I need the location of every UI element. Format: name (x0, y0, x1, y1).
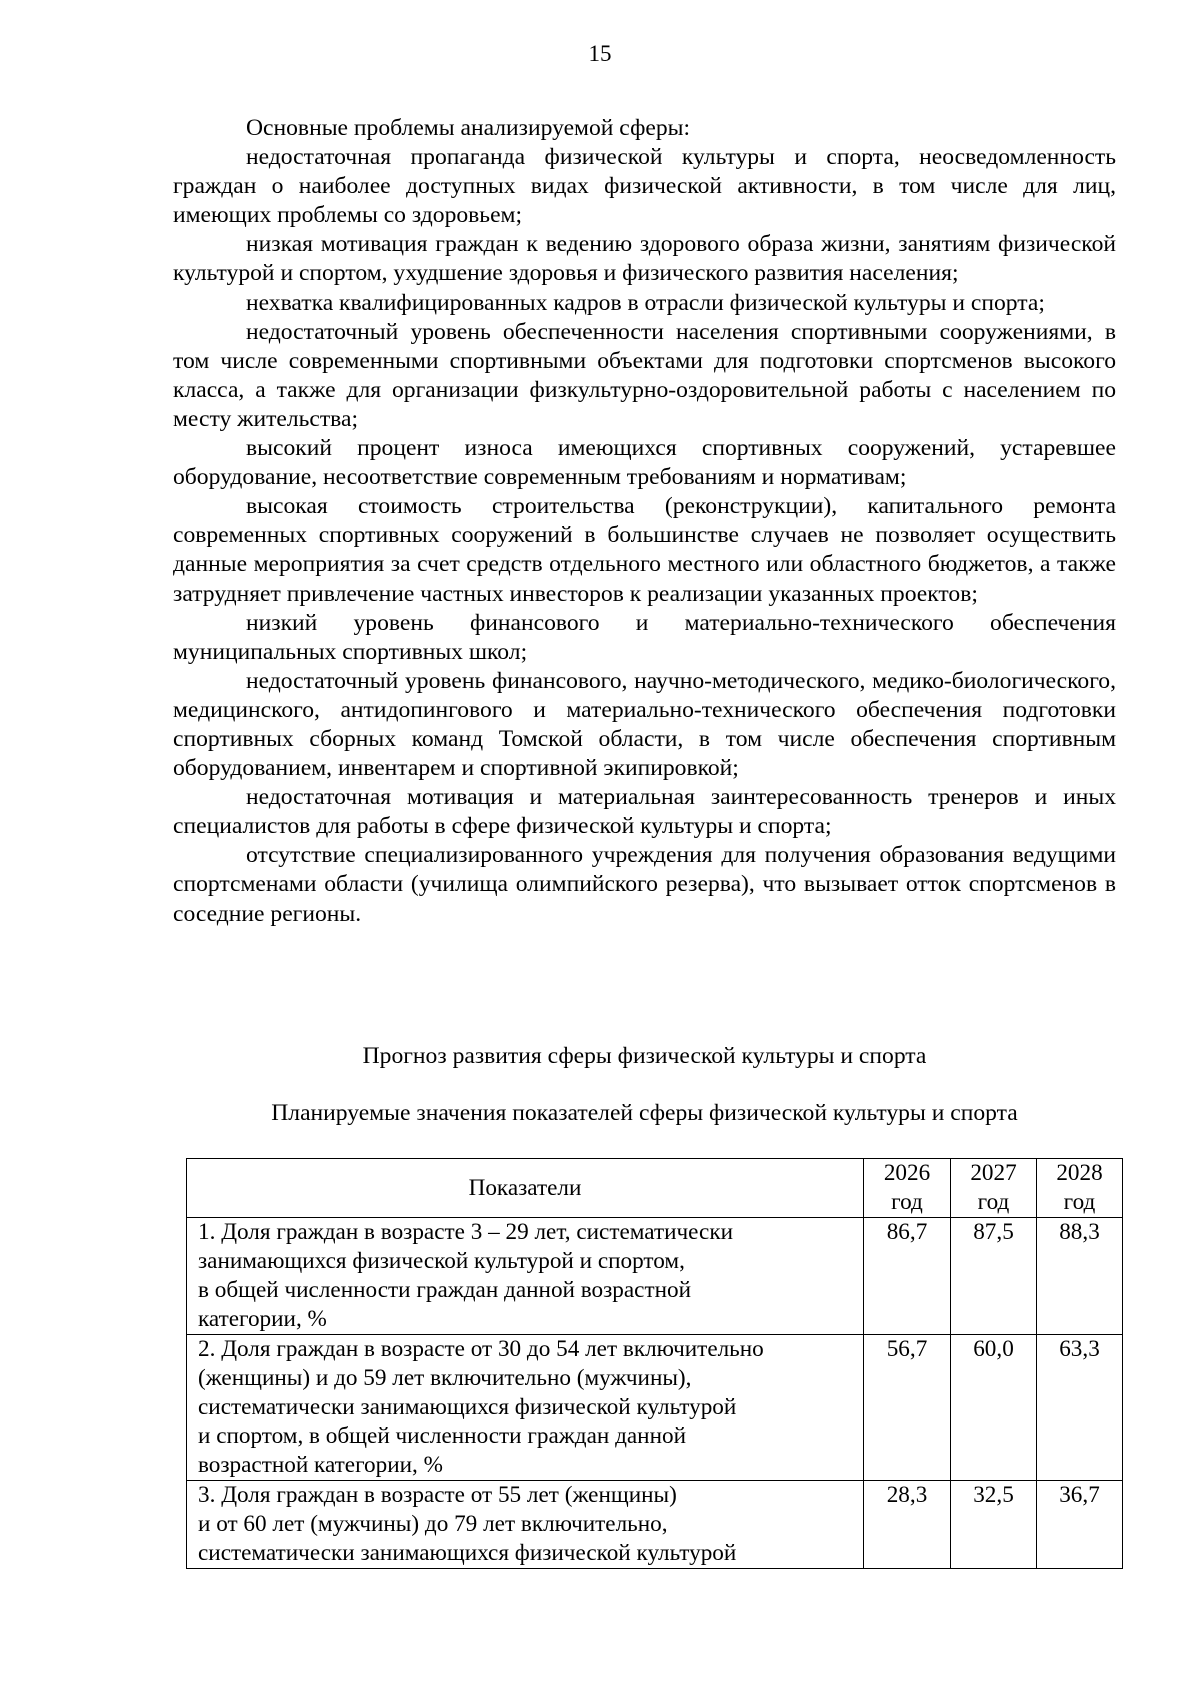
indicator-line: возрастной категории, % (198, 1452, 443, 1478)
value-cell: 36,7 (1037, 1481, 1123, 1569)
year-label: 2028 (1056, 1160, 1103, 1186)
value-cell: 60,0 (951, 1335, 1037, 1481)
indicator-line: 3. Доля граждан в возрасте от 55 лет (женщины) (198, 1482, 677, 1508)
year-unit: год (977, 1189, 1010, 1215)
table-row (187, 1335, 1123, 1481)
year-unit: год (1063, 1189, 1096, 1215)
year-label: 2027 (970, 1160, 1017, 1186)
problem-item: недостаточный уровень обеспеченности населения спортивными сооружениями, в том числе современными спортивными объектами для подготовки спортсменов высокого класса, а также для организации физкультурно-оздоровительной работы с населением по месту жительства; (173, 318, 1116, 432)
problems-section (173, 114, 1116, 929)
value-cell: 88,3 (1037, 1218, 1123, 1335)
indicator-line: и спортом, в общей численности граждан данной (198, 1423, 686, 1449)
value-cell: 86,7 (864, 1218, 951, 1335)
indicator-line: занимающихся физической культурой и спортом, (198, 1248, 685, 1274)
indicator-cell (187, 1218, 864, 1335)
indicators-table (186, 1158, 1123, 1569)
forecast-title: Прогноз развития сферы физической культуры и спорта (362, 1043, 927, 1069)
problems-heading: Основные проблемы анализируемой сферы: (246, 115, 691, 141)
table-row (187, 1481, 1123, 1569)
year-column-header (864, 1159, 951, 1218)
problem-item: низкий уровень финансового и материально-технического обеспечения муниципальных спортивных школ; (173, 609, 1116, 665)
indicator-cell (187, 1481, 864, 1569)
problem-item: недостаточный уровень финансового, научно-методического, медико-биологического, медицинского, антидопингового и материально-технического обеспечения подготовки спортивных сборных команд Томской области, в том числе обеспечения спортивным оборудованием, инвентарем и спортивной экипировкой; (173, 667, 1116, 782)
value-cell: 56,7 (864, 1335, 951, 1481)
page-number: 15 (588, 41, 612, 66)
indicator-line: систематически занимающихся физической культурой (198, 1540, 737, 1566)
table-header-row (187, 1159, 1123, 1218)
problem-item: нехватка квалифицированных кадров в отрасли физической культуры и спорта; (246, 289, 1045, 316)
indicator-line: в общей численности граждан данной возрастной (198, 1277, 692, 1303)
indicator-line: и от 60 лет (мужчины) до 79 лет включительно, (198, 1511, 668, 1537)
problem-item: недостаточная мотивация и материальная заинтересованность тренеров и иных специалистов для работы в сфере физической культуры и спорта; (173, 784, 1116, 840)
year-label: 2026 (883, 1160, 931, 1186)
year-column-header (951, 1159, 1037, 1218)
table-row (187, 1218, 1123, 1335)
table-title: Планируемые значения показателей сферы физической культуры и спорта (271, 1100, 1018, 1126)
indicator-line: систематически занимающихся физической культурой (198, 1394, 737, 1420)
problem-item: отсутствие специализированного учреждения для получения образования ведущими спортсменами области (училища олимпийского резерва), что вызывает отток спортсменов в соседние регионы. (173, 842, 1116, 927)
value-cell: 32,5 (951, 1481, 1037, 1569)
problem-item: высокая стоимость строительства (реконструкции), капитального ремонта современных спортивных сооружений в большинстве случаев не позволяет осуществить данные мероприятия за счет средств отдельного местного или областного бюджетов, а также затрудняет привлечение частных инвесторов к реализации указанных проектов; (173, 493, 1116, 607)
problem-item: низкая мотивация граждан к ведению здорового образа жизни, занятиям физической культурой и спортом, ухудшение здоровья и физического развития населения; (173, 231, 1116, 287)
indicator-line: категории, % (198, 1306, 327, 1332)
problem-item: недостаточная пропаганда физической культуры и спорта, неосведомленность граждан о наиболее доступных видах физической активности, в том числе для лиц, имеющих проблемы со здоровьем; (173, 144, 1116, 229)
problem-item: высокий процент износа имеющихся спортивных сооружений, устаревшее оборудование, несоответствие современным требованиям и нормативам; (173, 435, 1116, 491)
value-cell: 28,3 (864, 1481, 951, 1569)
value-cell: 63,3 (1037, 1335, 1123, 1481)
indicator-column-header: Показатели (187, 1159, 864, 1218)
indicator-line: (женщины) и до 59 лет включительно (мужчины), (198, 1365, 692, 1391)
indicator-line: 1. Доля граждан в возрасте 3 – 29 лет, систематически (198, 1219, 733, 1245)
value-cell: 87,5 (951, 1218, 1037, 1335)
year-column-header (1037, 1159, 1123, 1218)
year-unit: год (891, 1189, 923, 1215)
indicator-line: 2. Доля граждан в возрасте от 30 до 54 лет включительно (198, 1336, 764, 1362)
indicator-cell (187, 1335, 864, 1481)
